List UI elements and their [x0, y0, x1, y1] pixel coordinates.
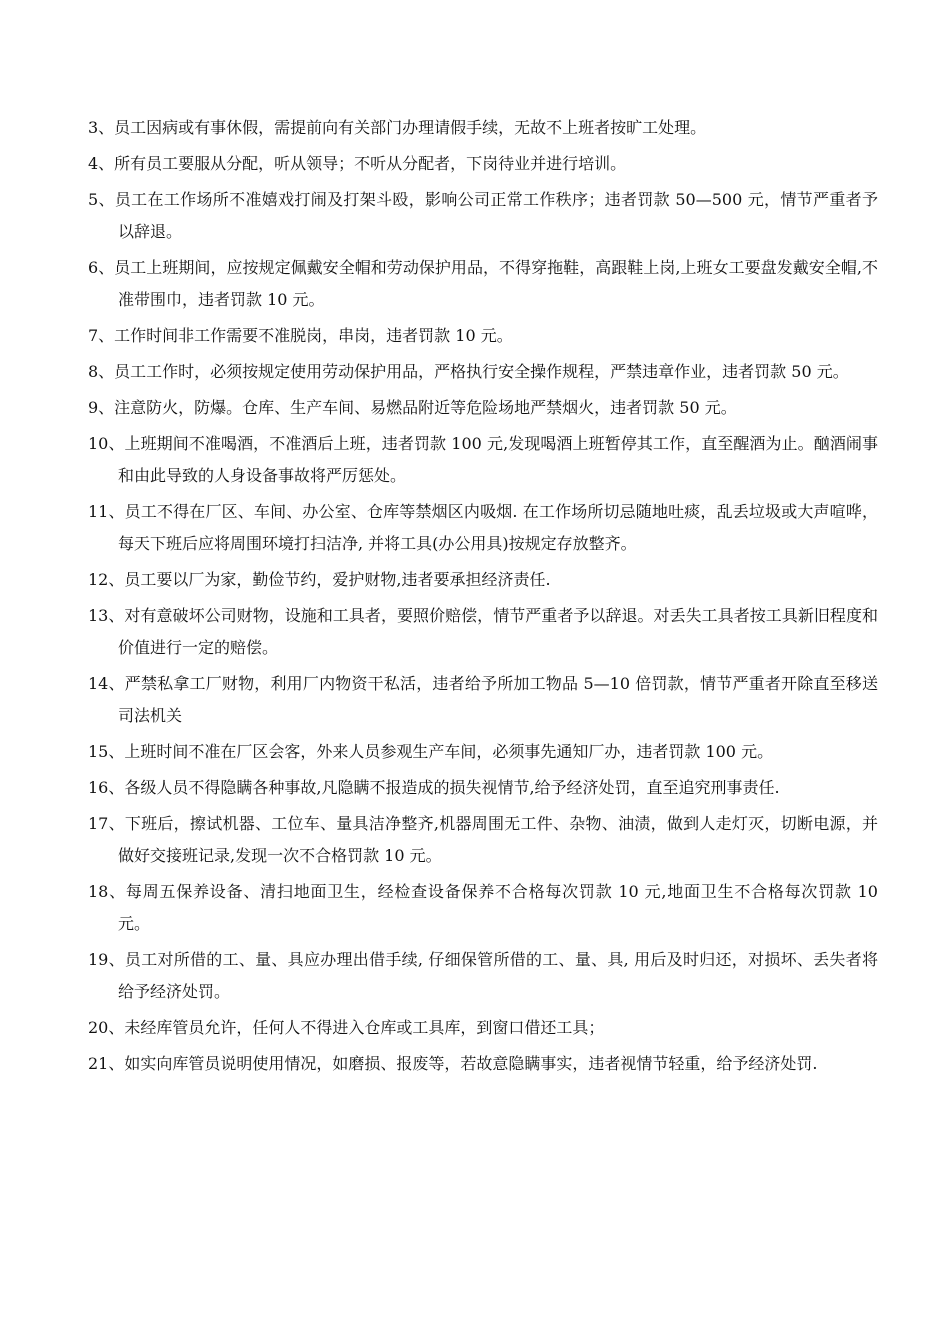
rule-item-10: 10、上班期间不准喝酒，不准酒后上班，违者罚款 100 元,发现喝酒上班暂停其工作，直至醒酒为止。酗酒闹事和由此导致的人身设备事故将严厉惩处。: [88, 434, 878, 485]
rule-item-14: 14、严禁私拿工厂财物，利用厂内物资干私活，违者给予所加工物品 5—10 倍罚款，情节严重者开除直至移送司法机关: [88, 674, 878, 725]
rules-list: [88, 112, 878, 1084]
rule-item-13: 13、对有意破坏公司财物，设施和工具者，要照价赔偿，情节严重者予以辞退。对丢失工具者按工具新旧程度和价值进行一定的赔偿。: [88, 606, 878, 657]
rule-item-15: 15、上班时间不准在厂区会客，外来人员参观生产车间，必须事先通知厂办，违者罚款 100 元。: [88, 742, 774, 761]
rule-item-12: 12、员工要以厂为家，勤俭节约，爱护财物,违者要承担经济责任.: [88, 570, 551, 589]
rule-item-4: 4、所有员工要服从分配，听从领导；不听从分配者，下岗待业并进行培训。: [88, 154, 627, 173]
rule-item-3: 3、员工因病或有事休假，需提前向有关部门办理请假手续，无故不上班者按旷工处理。: [88, 118, 707, 137]
rule-item-20: 20、未经库管员允许，任何人不得进入仓库或工具库，到窗口借还工具；: [88, 1018, 605, 1037]
rule-item-18: 18、每周五保养设备、清扫地面卫生，经检查设备保养不合格每次罚款 10 元,地面卫生不合格每次罚款 10 元。: [88, 882, 878, 933]
rule-item-19: 19、员工对所借的工、量、具应办理出借手续, 仔细保管所借的工、量、具, 用后及时归还，对损坏、丢失者将给予经济处罚。: [88, 950, 878, 1001]
rule-item-5: 5、员工在工作场所不准嬉戏打闹及打架斗殴，影响公司正常工作秩序；违者罚款 50—500 元，情节严重者予以辞退。: [88, 190, 878, 241]
rule-item-21: 21、如实向库管员说明使用情况，如磨损、报废等，若故意隐瞒事实，违者视情节轻重，给予经济处罚.: [88, 1054, 818, 1073]
rule-item-11: 11、员工不得在厂区、车间、办公室、仓库等禁烟区内吸烟. 在工作场所切忌随地吐痰，乱丢垃圾或大声喧哗，每天下班后应将周围环境打扫洁净, 并将工具(办公用具)按规定存放整齐。: [88, 502, 878, 553]
rule-item-9: 9、注意防火，防爆。仓库、生产车间、易燃品附近等危险场地严禁烟火，违者罚款 50 元。: [88, 398, 737, 417]
rule-item-16: 16、各级人员不得隐瞒各种事故,凡隐瞒不报造成的损失视情节,给予经济处罚，直至追究刑事责任.: [88, 778, 780, 797]
rule-item-8: 8、员工工作时，必须按规定使用劳动保护用品，严格执行安全操作规程，严禁违章作业，违者罚款 50 元。: [88, 362, 849, 381]
rule-item-17: 17、下班后，擦试机器、工位车、量具洁净整齐,机器周围无工件、杂物、油渍，做到人走灯灭，切断电源，并做好交接班记录,发现一次不合格罚款 10 元。: [88, 814, 878, 865]
rule-item-7: 7、工作时间非工作需要不准脱岗，串岗，违者罚款 10 元。: [88, 326, 513, 345]
rule-item-6: 6、员工上班期间，应按规定佩戴安全帽和劳动保护用品，不得穿拖鞋，高跟鞋上岗,上班女工要盘发戴安全帽,不准带围巾，违者罚款 10 元。: [88, 258, 878, 309]
